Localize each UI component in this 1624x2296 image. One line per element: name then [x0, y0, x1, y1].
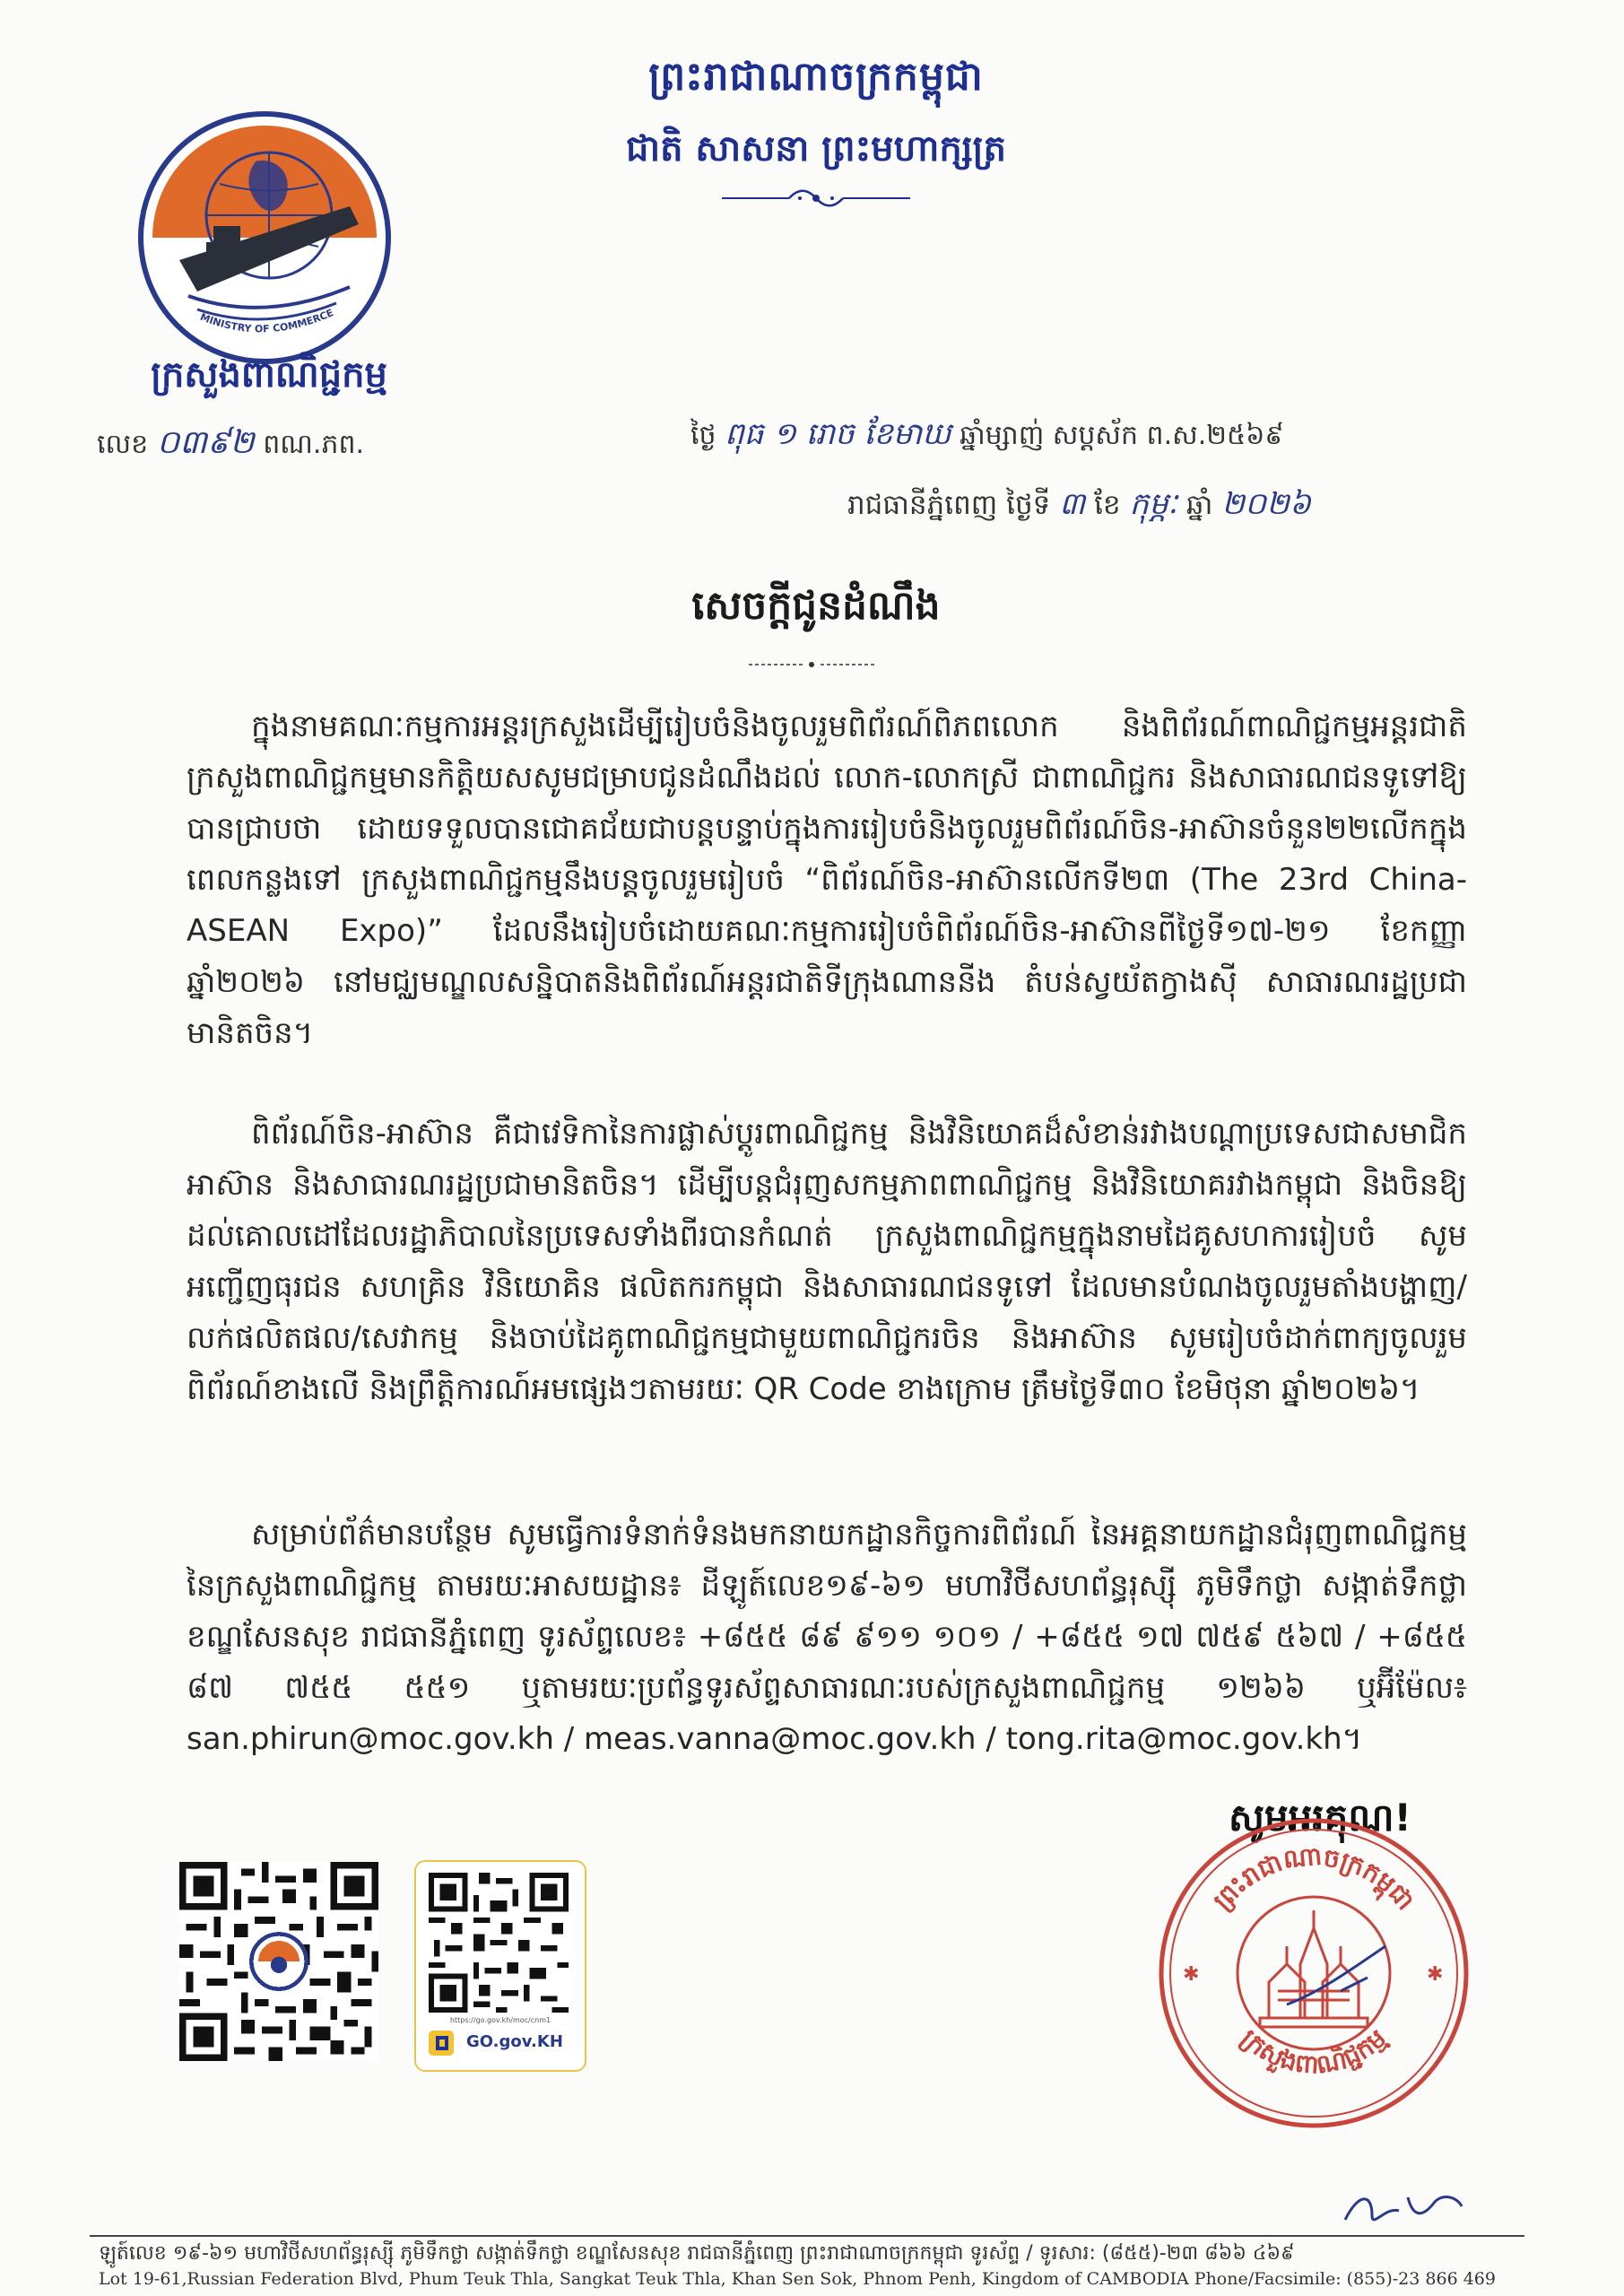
- signature-mark: [1336, 2179, 1471, 2233]
- ministry-name: ក្រសួងពាណិជ្ជកម្ម: [151, 354, 387, 396]
- body-paragraph-2: [187, 1109, 1467, 1415]
- body-paragraph-1: [187, 701, 1467, 1059]
- ministry-logo: [135, 108, 395, 368]
- lunar-date-suffix: ឆ្នាំម្សាញ់ សប្តស័ក ព.ស.២៥៦៩: [960, 420, 1284, 451]
- ref-suffix: ពណ.ភព.: [263, 429, 365, 460]
- solar-year: ២០២៦: [1221, 486, 1311, 522]
- registration-qr-code[interactable]: [179, 1862, 378, 2061]
- logo-caption: MINISTRY OF COMMERCE: [198, 307, 335, 335]
- kingdom-title: ព្រះរាជាណាចក្រកម្ពុជា: [648, 54, 984, 100]
- paragraph-3-text: សម្រាប់ព័ត៌មានបន្ថែម សូមធ្វើការទំនាក់ទំនងមកនាយកដ្ឋានកិច្ចការពិព័រណ៍ នៃអគ្គនាយកដ្ឋានជំរុញពាណិជ្ជកម្ម នៃក្រសួងពាណិជ្ជកម្ម តាមរយៈអាសយដ្ឋាន៖ ដីឡូត៍លេខ១៩-៦១ មហាវិថីសហព័ន្ធរុស្ស៊ី ភូមិទឹកថ្លា សង្កាត់ទឹកថ្លា ខណ្ឌសែនសុខ រាជធានីភ្នំពេញ ទូរស័ព្ទលេខ៖ +៨៥៥ ៨៩ ៩១១ ១០១ / +៨៥៥ ១៧ ៧៥៩ ៥៦៧ / +៨៥៥ ៨៧ ៧៥៥ ៥៥១ ឬតាមរយៈប្រព័ន្ធទូរស័ព្ទសាធារណៈរបស់ក្រសួងពាណិជ្ជកម្ម ១២៦៦ ឬអ៊ីម៉ែល៖ san.phirun@moc.gov.kh / meas.vanna@moc.gov.kh / tong.rita@moc.gov.kh។: [187, 1517, 1467, 1757]
- svg-text:✱: ✱: [1427, 1963, 1444, 1986]
- header-flourish: [717, 187, 915, 210]
- official-seal: [1152, 1812, 1475, 2135]
- solar-day: ៣: [1059, 486, 1086, 522]
- go-gov-brand: GO.gov.KH: [466, 2032, 563, 2051]
- svg-text:ព្រះរាជាណាចក្រកម្ពុជា: [1207, 1841, 1420, 1917]
- lunar-date: [690, 414, 1284, 459]
- body-paragraph-3: [187, 1509, 1467, 1765]
- paragraph-2-text: ពិព័រណ៍ចិន-អាស៊ាន គឺជាវេទិកានៃការផ្លាស់ប្តូរពាណិជ្ជកម្ម និងវិនិយោគដ៏សំខាន់រវាងបណ្តាប្រទេសជាសមាជិកអាស៊ាន និងសាធារណរដ្ឋប្រជាមានិតចិន។ ដើម្បីបន្តជំរុញសកម្មភាពពាណិជ្ជកម្ម និងវិនិយោគរវាងកម្ពុជា និងចិនឱ្យដល់គោលដៅដែលរដ្ឋាភិបាលនៃប្រទេសទាំងពីរបានកំណត់ ក្រសួងពាណិជ្ជកម្មក្នុងនាមដៃគូសហការរៀបចំ សូមអញ្ជើញធុរជន សហគ្រិន វិនិយោគិន ផលិតករកម្ពុជា និងសាធារណជនទូទៅ ដែលមានបំណងចូលរួមតាំងបង្ហាញ/លក់ផលិតផល/សេវាកម្ម និងចាប់ដៃគូពាណិជ្ជកម្មជាមួយពាណិជ្ជករចិន និងអាស៊ាន សូមរៀបចំដាក់ពាក្យចូលរួមពិព័រណ៍ខាងលើ និងព្រឹត្តិការណ៍អមផ្សេងៗតាមរយៈ QR Code ខាងក្រោម ត្រឹមថ្ងៃទី៣០ ខែមិថុនា ឆ្នាំ២០២៦។: [187, 1116, 1467, 1407]
- solar-date-prefix: រាជធានីភ្នំពេញ ថ្ងៃទី: [847, 489, 1051, 521]
- solar-month-label: ខែ: [1094, 489, 1121, 521]
- solar-date: [847, 484, 1311, 529]
- footer-address-khmer: ឡូត៍លេខ ១៩-៦១ មហាវិថីសហព័ន្ធរុស្ស៊ី ភូមិទឹកថ្លា សង្កាត់ទឹកថ្លា ខណ្ឌសែនសុខ រាជធានីភ្នំពេញ ព្រះរាជាណាចក្រកម្ពុជា ទូរស័ព្ទ / ទូរសារ: (៨៥៥)-២៣ ៨៦៦ ៤៦៩: [99, 2242, 1295, 2265]
- document-title: សេចក្តីជូនដំណឹង: [691, 583, 941, 629]
- title-divider: [749, 661, 874, 668]
- footer-address-english: Lot 19-61,Russian Federation Blvd, Phum Teuk Thla, Sangkat Teuk Thla, Khan Sen Sok, Phnom Penh, Kingdom of CAMBODIA Phone/Facsimile: (855)-23 866 469: [99, 2269, 1496, 2289]
- lunar-date-handwritten: ពុធ ១ រោច ខែមាឃ: [725, 416, 951, 452]
- solar-year-label: ឆ្នាំ: [1185, 489, 1213, 521]
- reference-number: [97, 422, 364, 469]
- go-gov-url[interactable]: https://go.gov.kh/moc/cnm1: [449, 2016, 551, 2024]
- ref-prefix: លេខ: [97, 429, 149, 460]
- svg-text:✱: ✱: [1183, 1963, 1200, 1986]
- seal-bottom-text: ក្រសួងពាណិជ្ជកម្ម: [1235, 2022, 1393, 2080]
- national-motto: ជាតិ សាសនា ព្រះមហាក្សត្រ: [626, 128, 1006, 170]
- closing-thanks: សូមអរគុណ!: [1229, 1796, 1411, 1839]
- svg-text:ក្រសួងពាណិជ្ជកម្ម: [1235, 2023, 1392, 2080]
- go-gov-qr-code[interactable]: [429, 1873, 569, 2013]
- ref-number: ០៣៩២: [156, 424, 255, 461]
- seal-top-text: ព្រះរាជាណាចក្រកម្ពុជា: [1207, 1840, 1421, 1917]
- paragraph-1-text: ក្នុងនាមគណៈកម្មការអន្តរក្រសួងដើម្បីរៀបចំនិងចូលរួមពិព័រណ៍ពិភពលោក និងពិព័រណ៍ពាណិជ្ជកម្មអន្តរជាតិ ក្រសួងពាណិជ្ជកម្មមានកិត្តិយសសូមជម្រាបជូនដំណឹងដល់ លោក-លោកស្រី ជាពាណិជ្ជករ និងសាធារណជនទូទៅឱ្យបានជ្រាបថា ដោយទទួលបានជោគជ័យជាបន្តបន្ទាប់ក្នុងការរៀបចំនិងចូលរួមពិព័រណ៍ចិន-អាស៊ានចំនួន២២លើកក្នុងពេលកន្លងទៅ ក្រសួងពាណិជ្ជកម្មនឹងបន្តចូលរួមរៀបចំ “ពិព័រណ៍ចិន-អាស៊ានលើកទី២៣ (The 23rd China-ASEAN Expo)” ដែលនឹងរៀបចំដោយគណៈកម្មការរៀបចំពិព័រណ៍ចិន-អាស៊ានពីថ្ងៃទី១៧-២១ ខែកញ្ញា ឆ្នាំ២០២៦ នៅមជ្ឈមណ្ឌលសន្និបាតនិងពិព័រណ៍អន្តរជាតិទីក្រុងណាននីង តំបន់ស្វយ័តក្វាងស៊ី សាធារណរដ្ឋប្រជាមានិតចិន។: [187, 709, 1467, 1051]
- solar-month: កុម្ភៈ: [1129, 486, 1178, 522]
- footer-divider: [90, 2235, 1524, 2237]
- lunar-date-prefix: ថ្ងៃ: [690, 420, 716, 451]
